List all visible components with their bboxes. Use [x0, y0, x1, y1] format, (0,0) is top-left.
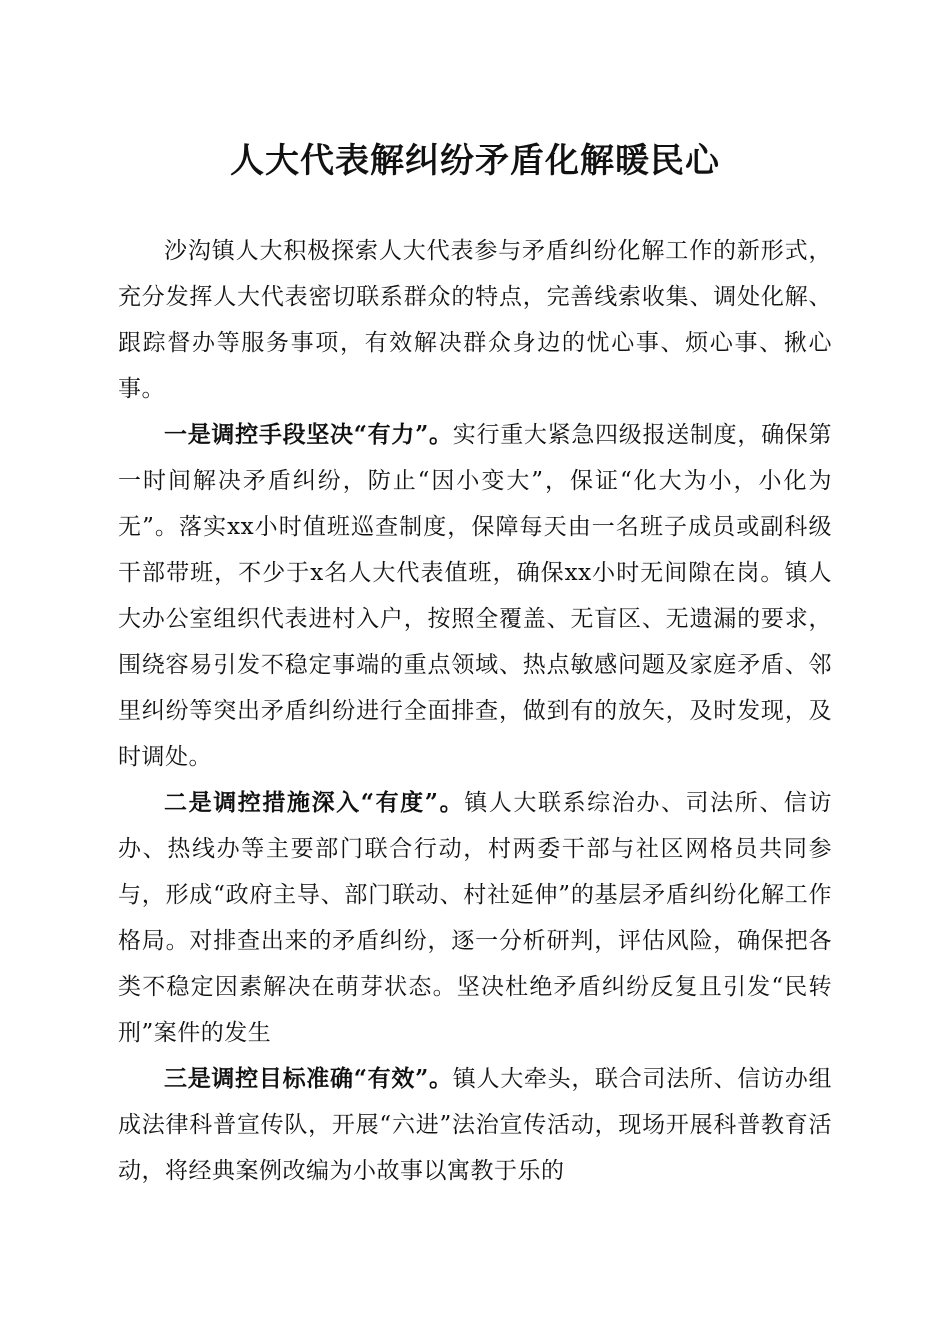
- document-title: 人大代表解纠纷矛盾化解暖民心: [230, 141, 720, 181]
- paragraph-lead: 三是调控目标准确“有效”。: [164, 1065, 453, 1092]
- document-body: [118, 228, 832, 1194]
- paragraph-point-one: [118, 412, 832, 780]
- paragraph-point-three: [118, 1056, 832, 1194]
- paragraph-lead: 一是调控手段坚决“有力”。: [164, 421, 453, 448]
- paragraph-lead: 二是调控措施深入“有度”。: [164, 789, 465, 816]
- paragraph-text: 实行重大紧急四级报送制度，确保第一时间解决矛盾纠纷，防止“因小变大”，保证“化大为小，小化为无”。落实xx小时值班巡查制度，保障每天由一名班子成员或副科级干部带班，不少于x名人大代表值班，确保xx小时无间隙在岗。镇人大办公室组织代表进村入户，按照全覆盖、无盲区、无遗漏的要求，围绕容易引发不稳定事端的重点领域、热点敏感问题及家庭矛盾、邻里纠纷等突出矛盾纠纷进行全面排查，做到有的放矢，及时发现，及时调处。: [118, 422, 832, 770]
- paragraph-point-two: [118, 780, 832, 1056]
- paragraph-text: 沙沟镇人大积极探索人大代表参与矛盾纠纷化解工作的新形式，充分发挥人大代表密切联系群众的特点，完善线索收集、调处化解、跟踪督办等服务事项，有效解决群众身边的忧心事、烦心事、揪心事。: [118, 238, 832, 402]
- paragraph-intro: [118, 228, 832, 412]
- paragraph-text: 镇人大牵头，联合司法所、信访办组成法律科普宣传队，开展“六进”法治宣传活动，现场开展科普教育活动，将经典案例改编为小故事以寓教于乐的: [118, 1066, 832, 1184]
- paragraph-text: 镇人大联系综治办、司法所、信访办、热线办等主要部门联合行动，村两委干部与社区网格员共同参与，形成“政府主导、部门联动、村社延伸”的基层矛盾纠纷化解工作格局。对排查出来的矛盾纠纷，逐一分析研判，评估风险，确保把各类不稳定因素解决在萌芽状态。坚决杜绝矛盾纠纷反复且引发“民转刑”案件的发生: [118, 790, 832, 1046]
